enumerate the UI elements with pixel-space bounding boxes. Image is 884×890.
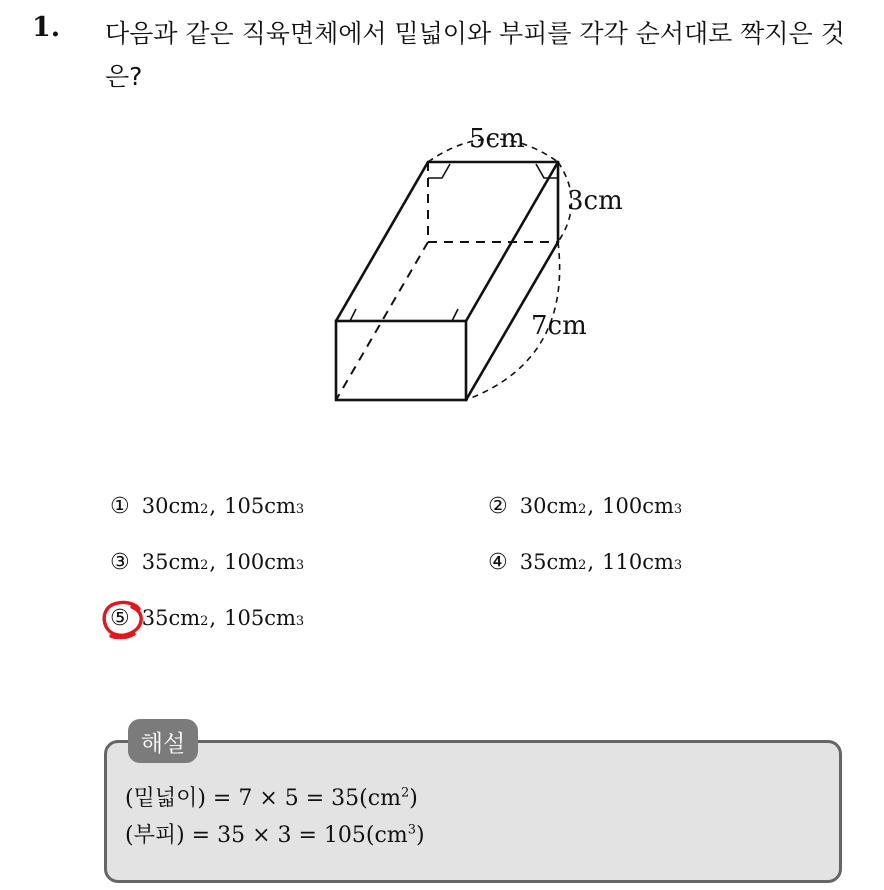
choice-volume: 110cm <box>602 550 674 574</box>
volume-close: ) <box>415 823 425 848</box>
choice-marker: ④ <box>488 550 508 575</box>
question-text: 다음과 같은 직육면체에서 밑넓이와 부피를 각각 순서대로 짝지은 것은? <box>105 19 845 91</box>
area-exponent: 2 <box>200 558 209 573</box>
choice-area: 35cm <box>141 606 201 630</box>
volume-exponent: 3 <box>673 502 683 517</box>
question-number: 1. <box>32 12 61 43</box>
area-exponent: 2 <box>578 558 587 573</box>
volume-exponent: 3 <box>295 614 305 629</box>
area-exponent: 2 <box>200 502 209 517</box>
choice-marker: ③ <box>110 550 130 575</box>
choice-1[interactable]: ① 30cm 2 , 105cm 3 <box>110 494 305 519</box>
choice-2[interactable]: ② 30cm 2 , 100cm 3 <box>488 494 683 519</box>
area-exponent: 2 <box>578 502 587 517</box>
area-exponent: 2 <box>200 614 209 629</box>
choice-volume: 105cm <box>224 494 296 518</box>
choice-marker: ⑤ <box>110 606 130 631</box>
choice-area: 35cm <box>141 550 201 574</box>
choice-area: 35cm <box>519 550 579 574</box>
explanation-line-volume <box>125 818 425 849</box>
volume-exponent: 3 <box>673 558 683 573</box>
volume-exponent: 3 <box>295 558 305 573</box>
choice-volume: 100cm <box>224 550 296 574</box>
choice-volume: 105cm <box>224 606 296 630</box>
depth-label: 7cm <box>531 311 587 341</box>
choice-marker: ② <box>488 494 508 519</box>
volume-exponent: 3 <box>295 502 305 517</box>
base-area-exponent: 2 <box>400 785 410 801</box>
choice-area: 30cm <box>141 494 201 518</box>
base-area-close: ) <box>409 786 418 811</box>
volume-exponent: 3 <box>407 822 416 838</box>
base-area-formula: (밑넓이) = 7 × 5 = 35(cm <box>125 786 401 811</box>
choice-area: 30cm <box>519 494 579 518</box>
choice-5[interactable]: ⑤ 35cm 2 , 105cm 3 <box>110 606 305 631</box>
choice-3[interactable]: ③ 35cm 2 , 100cm 3 <box>110 550 305 575</box>
choice-volume: 100cm <box>602 494 674 518</box>
volume-formula: (부피) = 35 × 3 = 105(cm <box>125 823 408 848</box>
explanation-line-base-area <box>125 781 418 812</box>
choice-4[interactable]: ④ 35cm 2 , 110cm 3 <box>488 550 683 575</box>
choice-marker: ① <box>110 494 130 519</box>
explanation-tab: 해설 <box>128 719 198 763</box>
height-label: 3cm <box>567 186 623 216</box>
top-edge-label: 5cm <box>469 124 525 154</box>
